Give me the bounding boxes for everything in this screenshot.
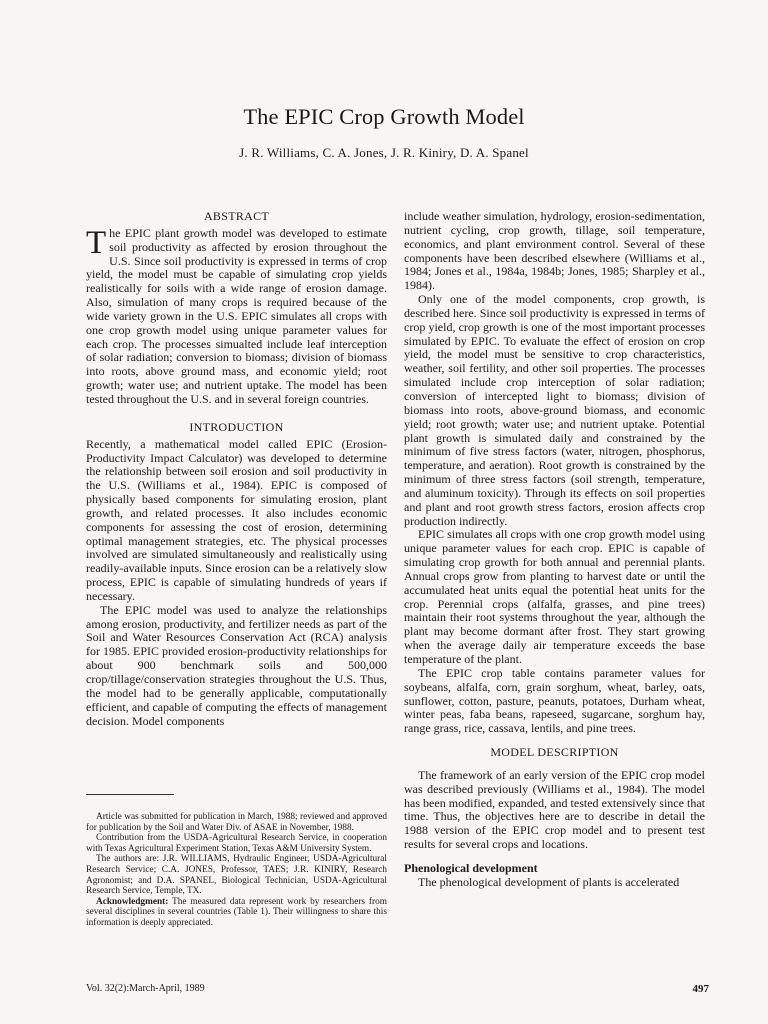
- page-number: 497: [692, 983, 709, 995]
- left-column: [86, 210, 387, 728]
- right-paragraph-1: include weather simulation, hydrology, erosion-sedimentation, nutrient cycling, crop growth, tillage, soil temperature, economics, and plant environment control. Several of these components have been described elsewhere (Williams et al., 1984; Jones et al., 1984a, 1984b; Jones, 1985; Sharpley et al., 1984).: [404, 209, 705, 293]
- author-list: J. R. Williams, C. A. Jones, J. R. Kiniry, D. A. Spanel: [239, 145, 529, 160]
- right-column: [404, 210, 705, 890]
- footnote-contribution: Contribution from the USDA-Agricultural Research Service, in cooperation with Texas Agricultural Experiment Station, Texas A&M University System.: [86, 833, 387, 854]
- model-description-heading: MODEL DESCRIPTION: [490, 745, 619, 760]
- footnotes: [86, 812, 387, 929]
- journal-volume: Vol. 32(2):March-April, 1989: [86, 983, 205, 994]
- drop-cap: T: [86, 224, 107, 261]
- acknowledgment-label: Acknowledgment:: [96, 896, 169, 907]
- phenological-paragraph: The phenological development of plants is accelerated: [418, 874, 680, 889]
- footnote-divider: [86, 794, 174, 795]
- intro-paragraph-1: Recently, a mathematical model called EPIC (Erosion-Productivity Impact Calculator) was developed to determine the relationship between soil erosion and soil productivity in the U.S. (Williams et al., 1984). EPIC is composed of physically based components for simulating erosion, plant growth, and related processes. It also includes economic components for assessing the cost of erosion, determining optimal management strategies, etc. The physical processes involved are simulated simultaneously and realistically using readily-available inputs. Since erosion can be a relatively slow process, EPIC is capable of simulating hundreds of years if necessary.: [86, 436, 387, 603]
- abstract-text: [86, 224, 387, 407]
- phenological-subheading: Phenological development: [404, 860, 538, 875]
- footnote-submission: Article was submitted for publication in March, 1988; reviewed and approved for publication by the Soil and Water Div. of ASAE in November, 1988.: [86, 812, 387, 833]
- right-paragraph-2: Only one of the model components, crop growth, is described here. Since soil productivity is expressed in terms of crop yield, crop growth is one of the most important processes simulated by EPIC. To evaluate the effect of erosion on crop yield, the model must be sensitive to crop characteristics, weather, soil fertility, and other soil properties. The processes simulated include crop interception of solar radiation; conversion of intercepted light to biomass; division of biomass into roots, above-ground biomass, and economic yield; root growth; water use; and nutrient uptake. Potential plant growth is simulated daily and constrained by the minimum of five stress factors (water, nitrogen, phosphorus, temperature, and aeration). Root growth is constrained by the minimum of three stress factors (soil strength, temperature, and aluminum toxicity). Through its effects on soil properties and plant and root growth stress factors, erosion affects crop production indirectly.: [404, 292, 705, 528]
- abstract-heading: ABSTRACT: [203, 209, 270, 223]
- model-description-paragraph: The framework of an early version of the EPIC crop model was described previously (Williams et al., 1984). The model has been modified, expanded, and tested extensively since that time. Thus, the objectives here are to describe in detail the 1988 version of the EPIC crop model and to present test results for several crops and locations.: [404, 767, 705, 852]
- paper-title: The EPIC Crop Growth Model: [243, 104, 525, 129]
- acknowledgment-text: The measured data represent work by researchers from several disciplines in several countries (Table 1). Their willingness to share this information is deeply appreciated.: [86, 896, 387, 928]
- introduction-heading: INTRODUCTION: [189, 419, 284, 434]
- abstract-body: he EPIC plant growth model was developed to estimate soil productivity as affected by erosion throughout the U.S. Since soil productivity is expressed in terms of crop yield, the model must be capable of simulating crop yields realistically for soils with a wide range of erosion damage. Also, simulation of many crops is required because of the wide variety grown in the U.S. EPIC simulates all crops with one crop growth model using unique parameter values for each crop. The processes simualted include leaf interception of solar radiation; conversion to biomass; division of biomass into roots, above ground mass, and economic yield; root growth; water use; and nutrient uptake. The model has been tested throughout the U.S. and in several foreign countries.: [86, 225, 387, 406]
- right-paragraph-4: The EPIC crop table contains parameter values for soybeans, alfalfa, corn, grain sorghum, wheat, barley, oats, sunflower, cotton, pasture, peanuts, potatoes, Durham wheat, winter peas, faba beans, rapeseed, sugarcane, sorghum hay, range grass, rice, cassava, lentils, and pine trees.: [404, 665, 705, 736]
- intro-paragraph-2: The EPIC model was used to analyze the relationships among erosion, productivity, and fertilizer needs as part of the Soil and Water Resources Conservation Act (RCA) analysis for 1985. EPIC provided erosion-productivity relationships for about 900 benchmark soils and 500,000 crop/tillage/conservation strategies throughout the U.S. Thus, the model had to be generally applicable, computationally efficient, and capable of computing the effects of management decision. Model components: [86, 602, 387, 728]
- footnote-acknowledgment: [86, 897, 387, 929]
- footnote-authors: The authors are: J.R. WILLIAMS, Hydraulic Engineer, USDA-Agricultural Research Service; C.A. JONES, Professor, TAES; J.R. KINIRY, Research Agronomist; and D.A. SPANEL, Biological Technician, USDA-Agricultural Research Service, Temple, TX.: [86, 854, 387, 897]
- right-paragraph-3: EPIC simulates all crops with one crop growth model using unique parameter values for each crop. EPIC is capable of simulating crop growth for both annual and perennial plants. Annual crops grow from planting to harvest date or until the accumulated heat units equal the potential heat units for the crop. Perennial crops (alfalfa, grasses, and pine trees) maintain their root systems throughout the year, although the plant may become dormant after frost. They start growing when the average daily air temperature exceeds the base temperature of the plant.: [404, 527, 705, 666]
